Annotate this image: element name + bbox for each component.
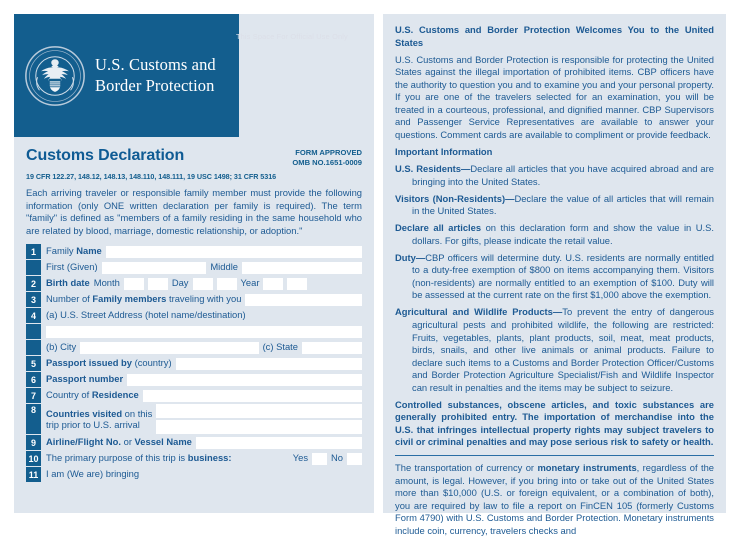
omb-number: OMB NO.1651-0009 bbox=[292, 158, 362, 168]
welcome-body: U.S. Customs and Border Protection is responsible for protecting the United States against the illegal importation of prohibited items. CBP officers have the authority to question you and to examine you and your personal property. If you are one of the travelers selected for an examination, you will be treated in a courteous, professional, and dignified manner. CBP Supervisors and Passenger Service Representatives are available to answer your questions. Comment cards are available to compliment or provide feedback. bbox=[395, 53, 714, 140]
label-airline-flight-vessel bbox=[46, 437, 192, 448]
field-number-11: 11 bbox=[26, 467, 41, 482]
field-number-1: 1 bbox=[26, 244, 41, 259]
field-number-8: 8 bbox=[26, 404, 41, 434]
declare-articles-text: on this declaration form and show the value in U.S. dollars. For gifts, please indicate the retail value. bbox=[412, 222, 714, 246]
field-number-7: 7 bbox=[26, 388, 41, 403]
currency-paragraph bbox=[395, 462, 714, 537]
label-business-yes: Yes bbox=[292, 452, 309, 464]
input-first-given-name[interactable] bbox=[102, 262, 207, 274]
label-business-purpose-pre: The primary purpose of this trip is bbox=[46, 452, 188, 464]
duty-term: Duty— bbox=[395, 251, 426, 263]
input-city[interactable] bbox=[80, 342, 258, 354]
field-number-spacer-1 bbox=[26, 260, 41, 275]
label-family-members-post: traveling with you bbox=[166, 293, 242, 305]
input-birth-year-1[interactable] bbox=[263, 278, 283, 290]
label-countries-visited bbox=[46, 404, 152, 434]
field-row-passport-number bbox=[26, 372, 362, 387]
field-row-country-of-residence bbox=[26, 388, 362, 403]
input-birth-month-2[interactable] bbox=[148, 278, 168, 290]
field-row-passport-issued-by bbox=[26, 356, 362, 371]
input-passport-number[interactable] bbox=[127, 374, 362, 386]
field-number-2: 2 bbox=[26, 276, 41, 291]
label-passport-issued-by-post: (country) bbox=[131, 357, 172, 369]
monetary-instruments-term: monetary instruments bbox=[537, 461, 637, 473]
cbp-eagle-seal-icon bbox=[24, 45, 86, 107]
label-country-of-residence bbox=[46, 390, 139, 401]
label-countries-visited-line1 bbox=[46, 408, 152, 419]
input-countries-visited-1[interactable] bbox=[156, 404, 362, 418]
label-first-given-name: First (Given) bbox=[46, 261, 98, 273]
input-birth-day-1[interactable] bbox=[193, 278, 213, 290]
label-vessel-name-bold: Vessel Name bbox=[134, 436, 192, 448]
label-family-name-bold: Name bbox=[76, 245, 102, 257]
input-family-name[interactable] bbox=[106, 246, 362, 258]
label-state: (c) State bbox=[262, 341, 298, 353]
label-airline-flight-bold: Airline/Flight No. bbox=[46, 436, 121, 448]
field-number-5: 5 bbox=[26, 356, 41, 371]
field-number-10: 10 bbox=[26, 451, 41, 466]
field-number-4: 4 bbox=[26, 308, 41, 323]
agency-name-line1: U.S. Customs and bbox=[95, 55, 216, 75]
declaration-header bbox=[26, 147, 362, 171]
label-business-purpose-bold: business: bbox=[187, 452, 232, 464]
section-divider bbox=[395, 455, 714, 456]
label-countries-visited-bold: Countries visited bbox=[46, 408, 123, 420]
form-approved-label: FORM APPROVED bbox=[295, 148, 362, 157]
form-instructions: Each arriving traveler or responsible family member must provide the following information (only ONE written declaration per family is required). The term "family" is defined as "members of a family residing in the same household who are related by blood, marriage, domestic relationship, or adoption." bbox=[26, 187, 362, 236]
input-airline-flight-vessel[interactable] bbox=[196, 437, 362, 449]
field-row-street-address-label bbox=[26, 308, 362, 323]
field-number-spacer-4a bbox=[26, 324, 41, 339]
input-state[interactable] bbox=[302, 342, 362, 354]
visitors-paragraph bbox=[395, 193, 714, 218]
field-row-family-name bbox=[26, 244, 362, 259]
input-middle-name[interactable] bbox=[242, 262, 362, 274]
input-street-address[interactable] bbox=[46, 326, 362, 338]
duty-text: CBP officers will determine duty. U.S. residents are normally entitled to a duty-free exemption of $800 on items accompanying them. Visitors (non-residents) are normally entitled to an exemption of $100. Duty will be assessed at the current rate on the first $1,000 above the exemption. bbox=[412, 251, 714, 301]
label-countries-visited-post: on this bbox=[122, 408, 153, 420]
label-family-members bbox=[46, 294, 241, 305]
field-row-city-state bbox=[26, 340, 362, 355]
checkbox-business-no[interactable] bbox=[347, 453, 362, 465]
cfr-citation: 19 CFR 122.27, 148.12, 148.13, 148.110, 148.111, 19 USC 1498; 31 CFR 5316 bbox=[26, 172, 277, 181]
field-row-airline-flight-vessel bbox=[26, 435, 362, 450]
agency-name-line2: Border Protection bbox=[95, 75, 215, 95]
input-countries-visited-2[interactable] bbox=[156, 420, 362, 434]
field-row-family-members bbox=[26, 292, 362, 307]
information-panel bbox=[383, 14, 726, 536]
input-birth-day-2[interactable] bbox=[217, 278, 237, 290]
label-family-name: Family Name bbox=[46, 245, 102, 257]
visitors-text: Declare the value of all articles that will remain in the United States. bbox=[412, 192, 715, 217]
agriculture-text: To prevent the entry of dangerous agricultural pests and prohibited wildlife, the following are restricted: Fruits, vegetables, plants, plant products, soil, meat, meat products, birds, snails, and other live animals or animal products. Failure to declare such items to a Customs and Border Protection Officer/Customs and Border Protection Agriculture Specialist/Fish and Wildlife Inspector can result in penalties and the items may be subject to seizure. bbox=[412, 306, 714, 393]
label-birth-month: Month bbox=[93, 277, 120, 289]
label-business-purpose bbox=[46, 453, 232, 464]
field-row-bringing bbox=[26, 467, 362, 482]
label-birth-year: Year bbox=[240, 277, 260, 289]
label-birth-date: Birth date bbox=[46, 277, 90, 289]
label-country-of-residence-bold: Residence bbox=[91, 389, 139, 401]
label-street-address: (a) U.S. Street Address (hotel name/destination) bbox=[46, 309, 246, 321]
prohibited-items-notice: Controlled substances, obscene articles, and toxic substances are generally prohibited entry. The importation of merchandise into the U.S. that infringes intellectual property rights may subject travelers to civil or criminal penalties and may pose serious risk to safety or health. bbox=[395, 398, 714, 448]
label-bringing: I am (We are) bringing bbox=[46, 468, 140, 480]
label-passport-issued-by bbox=[46, 358, 172, 369]
label-passport-issued-by-bold: Passport issued by bbox=[46, 357, 132, 369]
field-number-spacer-4b bbox=[26, 340, 41, 355]
input-country-of-residence[interactable] bbox=[143, 390, 362, 402]
official-use-note: This Space For Official Use Only bbox=[236, 32, 348, 41]
visitors-term: Visitors (Non-Residents)— bbox=[395, 192, 515, 204]
form-fields-list bbox=[26, 244, 362, 482]
currency-text-post: , regardless of the amount, is legal. However, if you bring into or take out of the United States more than $10,000 (U.S. or foreign equivalent, or a combination of both), you are required by law to file a report on FinCEN 105 (formerly Customs Form 4790) with U.S. Customs and Border Protection. Monetary instruments include coin, currency, travelers checks and bbox=[395, 461, 715, 536]
label-city: (b) City bbox=[46, 341, 77, 353]
important-information-heading: Important Information bbox=[395, 145, 493, 157]
field-row-first-middle-name bbox=[26, 260, 362, 275]
form-approved-block bbox=[292, 148, 362, 169]
input-family-members-count[interactable] bbox=[245, 294, 362, 306]
declare-articles-term: Declare all articles bbox=[395, 222, 482, 234]
input-birth-year-2[interactable] bbox=[287, 278, 307, 290]
label-family-members-bold: Family members bbox=[92, 293, 167, 305]
field-row-street-address-input bbox=[26, 324, 362, 339]
agriculture-term: Agricultural and Wildlife Products— bbox=[395, 306, 563, 318]
field-number-6: 6 bbox=[26, 372, 41, 387]
us-residents-term: U.S. Residents— bbox=[395, 162, 471, 174]
agriculture-paragraph bbox=[395, 306, 714, 394]
declare-articles-paragraph bbox=[395, 222, 714, 247]
input-birth-month-1[interactable] bbox=[124, 278, 144, 290]
field-row-birth-date bbox=[26, 276, 362, 291]
label-birth-day: Day bbox=[171, 277, 189, 289]
field-row-business-purpose bbox=[26, 451, 362, 466]
us-residents-paragraph bbox=[395, 163, 714, 188]
field-number-9: 9 bbox=[26, 435, 41, 450]
agency-name bbox=[95, 55, 216, 95]
label-countries-visited-line2: trip prior to U.S. arrival bbox=[46, 419, 140, 431]
declaration-form-body bbox=[14, 137, 374, 513]
label-passport-number: Passport number bbox=[46, 373, 124, 385]
currency-text-pre: The transportation of currency or bbox=[395, 461, 538, 473]
field-number-3: 3 bbox=[26, 292, 41, 307]
input-passport-issued-by[interactable] bbox=[176, 358, 362, 370]
cbp-masthead bbox=[14, 14, 239, 137]
label-family-members-pre: Number of bbox=[46, 293, 93, 305]
field-row-countries-visited bbox=[26, 404, 362, 434]
label-country-of-residence-pre: Country of bbox=[46, 389, 92, 401]
duty-paragraph bbox=[395, 252, 714, 302]
label-airline-flight-mid: or bbox=[121, 436, 135, 448]
declaration-form-panel bbox=[14, 14, 374, 513]
checkbox-business-yes[interactable] bbox=[312, 453, 327, 465]
label-middle-name: Middle bbox=[210, 261, 238, 273]
welcome-heading: U.S. Customs and Border Protection Welcomes You to the United States bbox=[395, 24, 714, 48]
page-title: Customs Declaration bbox=[26, 147, 185, 164]
us-residents-text: Declare all articles that you have acquired abroad and are bringing into the United States. bbox=[412, 162, 714, 187]
label-business-no: No bbox=[331, 452, 343, 464]
